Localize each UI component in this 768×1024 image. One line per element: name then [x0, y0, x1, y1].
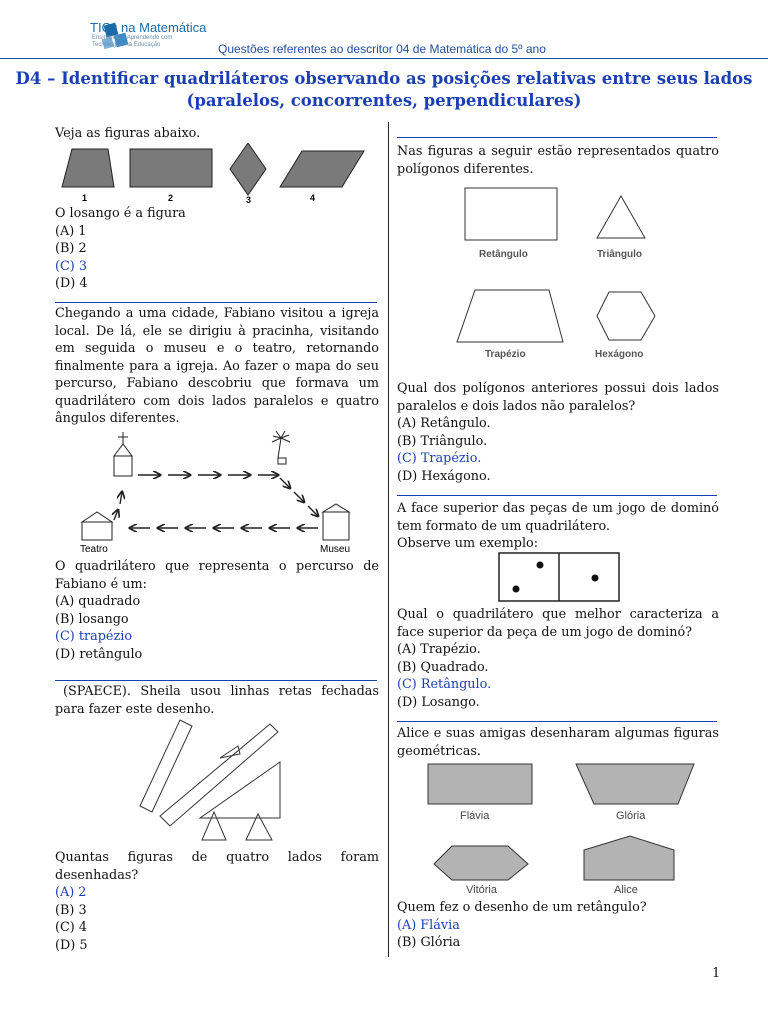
- figure-label: 1: [82, 193, 88, 203]
- figure-label: 3: [246, 195, 252, 205]
- q3-drawing: [130, 718, 300, 846]
- option-b[interactable]: (B) Quadrado.: [397, 659, 489, 675]
- option-d[interactable]: (D) Hexágono.: [397, 468, 491, 484]
- header-rule: [0, 58, 768, 59]
- q6-figures: [420, 760, 710, 898]
- q2-question: [55, 558, 379, 663]
- option-a[interactable]: (A) 1: [55, 223, 87, 239]
- q4-question: [397, 380, 719, 485]
- theater-icon: [82, 512, 112, 540]
- question-text: Quantas figuras de quatro lados foram desenhadas?: [55, 850, 379, 883]
- option-d[interactable]: (D) retângulo: [55, 646, 143, 662]
- hexagon-shape: [597, 292, 655, 340]
- separator: [397, 721, 717, 722]
- figure-label: 4: [310, 193, 316, 203]
- q1-figures: [52, 143, 372, 205]
- separator: [55, 302, 377, 303]
- flavia-rectangle: [428, 764, 532, 804]
- route-arrows: [114, 475, 318, 528]
- vitoria-hexagon: [434, 846, 528, 880]
- title-line-2: (paralelos, concorrentes, perpendiculares): [186, 91, 582, 110]
- question-text: Qual dos polígonos anteriores possui dois lados paralelos e dois lados não paralelos?: [397, 381, 719, 414]
- question-text: O losango é a figura: [55, 206, 186, 221]
- rhombus-figure: [230, 143, 266, 195]
- option-c[interactable]: (C) Trapézio.: [397, 451, 482, 466]
- shape-label: Trapézio: [485, 349, 526, 360]
- alice-pentagon: [584, 836, 674, 880]
- q1-prompt: Veja as figuras abaixo.: [55, 126, 201, 141]
- column-divider: [388, 122, 389, 957]
- parallelogram-figure: [280, 151, 364, 187]
- option-b[interactable]: (B) Glória: [397, 935, 461, 950]
- museum-icon: [323, 504, 349, 540]
- question-text: A face superior das peças de um jogo de dominó tem formato de um quadrilátero.: [397, 501, 719, 534]
- page-title: [0, 68, 768, 112]
- shape-label: Hexágono: [595, 349, 644, 360]
- logo-title: TICs na Matemática: [90, 20, 207, 35]
- separator: [55, 680, 377, 681]
- q6-text: Alice e suas amigas desenharam algumas figuras geométricas.: [397, 726, 719, 759]
- separator: [397, 137, 717, 138]
- domino-icon: [498, 552, 622, 604]
- shape-label: Flávia: [460, 810, 490, 822]
- q2-map: [78, 430, 368, 555]
- q1-question: [55, 205, 186, 293]
- option-b[interactable]: (B) Triângulo.: [397, 433, 488, 449]
- title-line-1: D4 – Identificar quadriláteros observando as posições relativas entre seus lados: [15, 69, 753, 88]
- option-a[interactable]: (A) 2: [55, 885, 87, 900]
- option-c[interactable]: (C) trapézio: [55, 629, 133, 644]
- option-b[interactable]: (B) 2: [55, 241, 87, 256]
- trapezoid-figure: [62, 149, 114, 187]
- option-a[interactable]: (A) quadrado: [55, 594, 141, 609]
- shape-label: Glória: [616, 810, 646, 822]
- option-c[interactable]: (C) Retângulo.: [397, 677, 492, 692]
- gloria-trapezoid: [576, 764, 694, 804]
- option-d[interactable]: (D) 5: [55, 937, 88, 953]
- option-d[interactable]: (D) 4: [55, 276, 88, 291]
- option-a[interactable]: (A) Retângulo.: [397, 416, 491, 431]
- rectangle-shape: [465, 188, 557, 240]
- option-c[interactable]: (C) 3: [55, 258, 87, 274]
- shape-label: Retângulo: [479, 249, 528, 260]
- q3-text: (SPAECE). Sheila usou linhas retas fechadas para fazer este desenho.: [55, 684, 379, 717]
- church-icon: [114, 432, 132, 476]
- descriptor-header: Questões referentes ao descritor 04 de Matemática do 5º ano: [218, 42, 546, 56]
- shape-label: Triângulo: [597, 249, 642, 260]
- option-b[interactable]: (B) losango: [55, 611, 129, 627]
- option-a[interactable]: (A) Trapézio.: [397, 642, 481, 657]
- theater-label: Teatro: [80, 544, 108, 555]
- q3-question: [55, 849, 379, 954]
- tree-icon: [272, 431, 290, 464]
- shape-label: Alice: [614, 884, 638, 896]
- option-b[interactable]: (B) 3: [55, 902, 87, 918]
- option-d[interactable]: (D) Losango.: [397, 694, 480, 710]
- page-number: 1: [712, 966, 721, 981]
- triangle-shape: [597, 196, 645, 238]
- shape-label: Vitória: [466, 884, 497, 896]
- q5-question: [397, 606, 719, 711]
- trapezoid-shape: [457, 290, 563, 342]
- option-a[interactable]: (A) Flávia: [397, 917, 460, 933]
- rectangle-figure: [130, 149, 212, 187]
- question-text: Quem fez o desenho de um retângulo?: [397, 900, 647, 915]
- museum-label: Museu: [320, 544, 351, 555]
- question-text: Qual o quadrilátero que melhor caracteriza a face superior da peça de um jogo de dominó?: [397, 607, 719, 640]
- q4-polygons: [445, 182, 685, 362]
- question-text: O quadrilátero que representa o percurso de Fabiano é um:: [55, 559, 379, 592]
- q2-text: Chegando a uma cidade, Fabiano visitou a igreja local. De lá, ele se dirigiu à pracinha, visitando em seguida o museu e o teatro, retornando finalmente para a igreja. Ao fazer o mapa do seu percurso, Fabiano descobriu que formava um quadrilátero com dois lados paralelos e quatro ângulos diferentes.: [55, 306, 379, 426]
- q5-text: [397, 500, 719, 553]
- observe-label: Observe um exemplo:: [397, 536, 539, 551]
- q4-text: Nas figuras a seguir estão representados quatro polígonos diferentes.: [397, 144, 719, 177]
- figure-label: 2: [168, 193, 174, 203]
- separator: [397, 495, 717, 496]
- q6-question: [397, 899, 719, 952]
- logo-subtitle: Ensinando e Aprendendo com Tecnologias na Educação: [92, 35, 173, 48]
- option-c[interactable]: (C) 4: [55, 920, 87, 935]
